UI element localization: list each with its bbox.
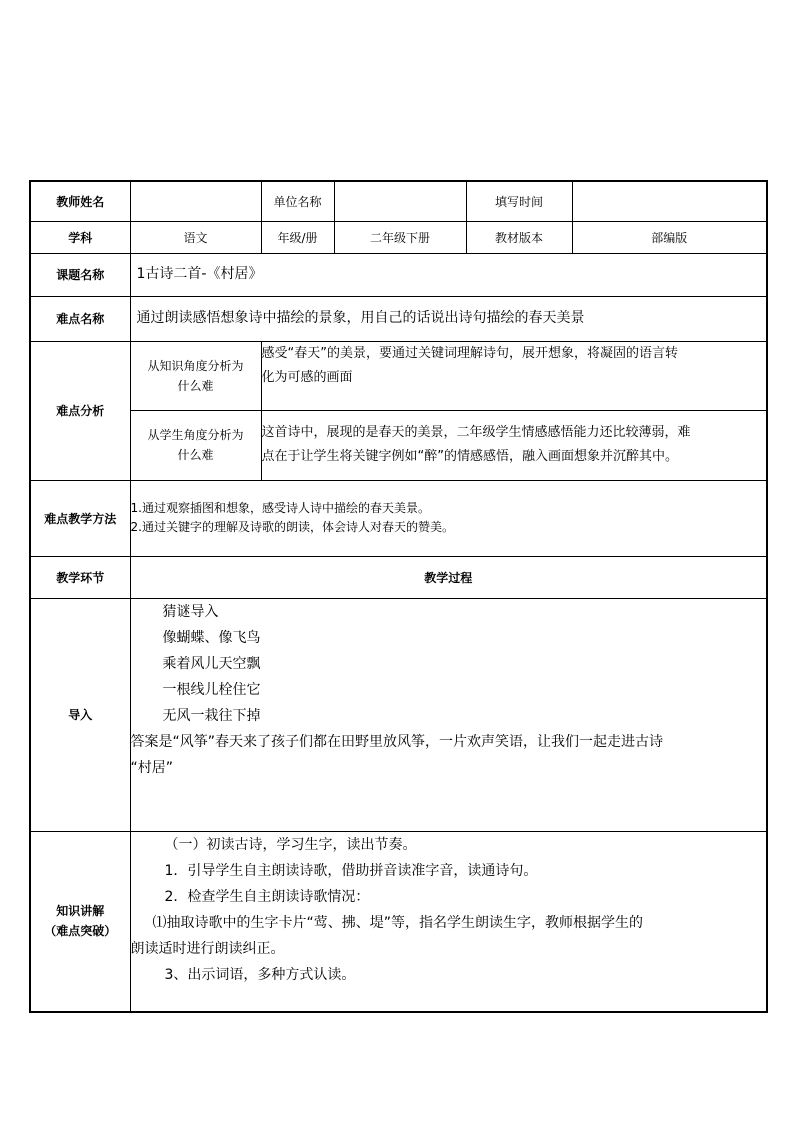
knowledge-angle-text-line-2: 化为可感的画面 — [261, 369, 353, 385]
difficulty-label: 难点名称 — [30, 296, 130, 341]
riddle-line-2: 像蝴蝶、像飞鸟 — [162, 629, 261, 646]
fill-time-label: 填写时间 — [466, 181, 572, 221]
knowledge-row — [30, 831, 767, 1012]
stage-header-label: 教学环节 — [30, 556, 130, 598]
knowledge-paragraph-5: 朗读适时进行朗读纠正。 — [130, 940, 285, 957]
knowledge-angle-text — [261, 341, 767, 410]
topic-value: 1古诗二首-《村居》 — [130, 253, 767, 296]
edition-value: 部编版 — [572, 221, 767, 253]
student-angle-label — [130, 410, 261, 480]
lesson-plan-table — [29, 180, 768, 1013]
riddle-line-3: 乘着风儿天空飘 — [162, 655, 261, 672]
method-line-1: 1.通过观察插图和想象，感受诗人诗中描绘的春天美景。 — [130, 501, 430, 515]
method-text — [130, 480, 767, 556]
knowledge-paragraph-6: 3、出示词语，多种方式认读。 — [164, 966, 356, 983]
riddle-line-4: 一根线儿栓住它 — [162, 681, 261, 698]
unit-name-label: 单位名称 — [261, 181, 334, 221]
knowledge-angle-label — [130, 341, 261, 410]
knowledge-label-line-2: （难点突破） — [44, 924, 117, 939]
intro-label: 导入 — [30, 598, 130, 831]
edition-label: 教材版本 — [466, 221, 572, 253]
knowledge-paragraph-1: （一）初读古诗，学习生字，读出节奏。 — [164, 836, 417, 853]
knowledge-angle-label-line-2: 什么难 — [177, 378, 214, 393]
riddle-line-1: 猜谜导入 — [162, 603, 219, 620]
header-row-1 — [30, 181, 767, 221]
method-line-2: 2.通过关键字的理解及诗歌的朗读，体会诗人对春天的赞美。 — [130, 520, 454, 534]
knowledge-paragraph-4: ⑴抽取诗歌中的生字卡片“莺、拂、堤”等，指名学生朗读生字，教师根据学生的 — [152, 914, 644, 931]
student-angle-text — [261, 410, 767, 480]
method-row — [30, 480, 767, 556]
riddle-answer-line-2: “村居” — [130, 759, 174, 776]
subject-label: 学科 — [30, 221, 130, 253]
student-angle-label-line-2: 什么难 — [177, 448, 214, 462]
knowledge-label-line-1: 知识讲解 — [56, 904, 105, 919]
intro-row — [30, 598, 767, 831]
grade-label: 年级/册 — [261, 221, 334, 253]
knowledge-paragraph-2: 1．引导学生自主朗读诗歌，借助拼音读准字音，读通诗句。 — [164, 862, 538, 879]
riddle-answer-line-1: 答案是“风筝”春天来了孩子们都在田野里放风筝，一片欢声笑语，让我们一起走进古诗 — [130, 733, 664, 750]
analysis-student-row — [30, 410, 767, 480]
topic-row — [30, 253, 767, 296]
process-header-label: 教学过程 — [130, 556, 767, 598]
method-label: 难点教学方法 — [30, 480, 130, 556]
unit-name-value — [334, 181, 466, 221]
knowledge-label — [30, 831, 130, 1012]
grade-value: 二年级下册 — [334, 221, 466, 253]
teacher-name-value — [130, 181, 261, 221]
knowledge-angle-text-line-1: 感受“春天”的美景，要通过关键词理解诗句，展开想象，将凝固的语言转 — [261, 345, 678, 361]
difficulty-row — [30, 296, 767, 341]
difficulty-value: 通过朗读感悟想象诗中描绘的景象，用自己的话说出诗句描绘的春天美景 — [130, 296, 767, 341]
topic-label: 课题名称 — [30, 253, 130, 296]
knowledge-angle-label-line-1: 从知识角度分析为 — [147, 358, 244, 373]
student-angle-label-line-1: 从学生角度分析为 — [147, 428, 244, 442]
analysis-knowledge-row — [30, 341, 767, 410]
analysis-label: 难点分析 — [30, 341, 130, 480]
intro-content — [130, 598, 767, 831]
teacher-name-label: 教师姓名 — [30, 181, 130, 221]
knowledge-content — [130, 831, 767, 1012]
knowledge-paragraph-3: 2．检查学生自主朗读诗歌情况： — [164, 888, 370, 905]
riddle-line-5: 无风一栽往下掉 — [162, 707, 261, 724]
subject-value: 语文 — [130, 221, 261, 253]
process-header-row — [30, 556, 767, 598]
student-angle-text-line-1: 这首诗中，展现的是春天的美景，二年级学生情感感悟能力还比较薄弱，难 — [261, 425, 691, 440]
student-angle-text-line-2: 点在于让学生将关键字例如“醉”的情感感悟，融入画面想象并沉醉其中。 — [261, 449, 678, 464]
fill-time-value — [572, 181, 767, 221]
header-row-2 — [30, 221, 767, 253]
